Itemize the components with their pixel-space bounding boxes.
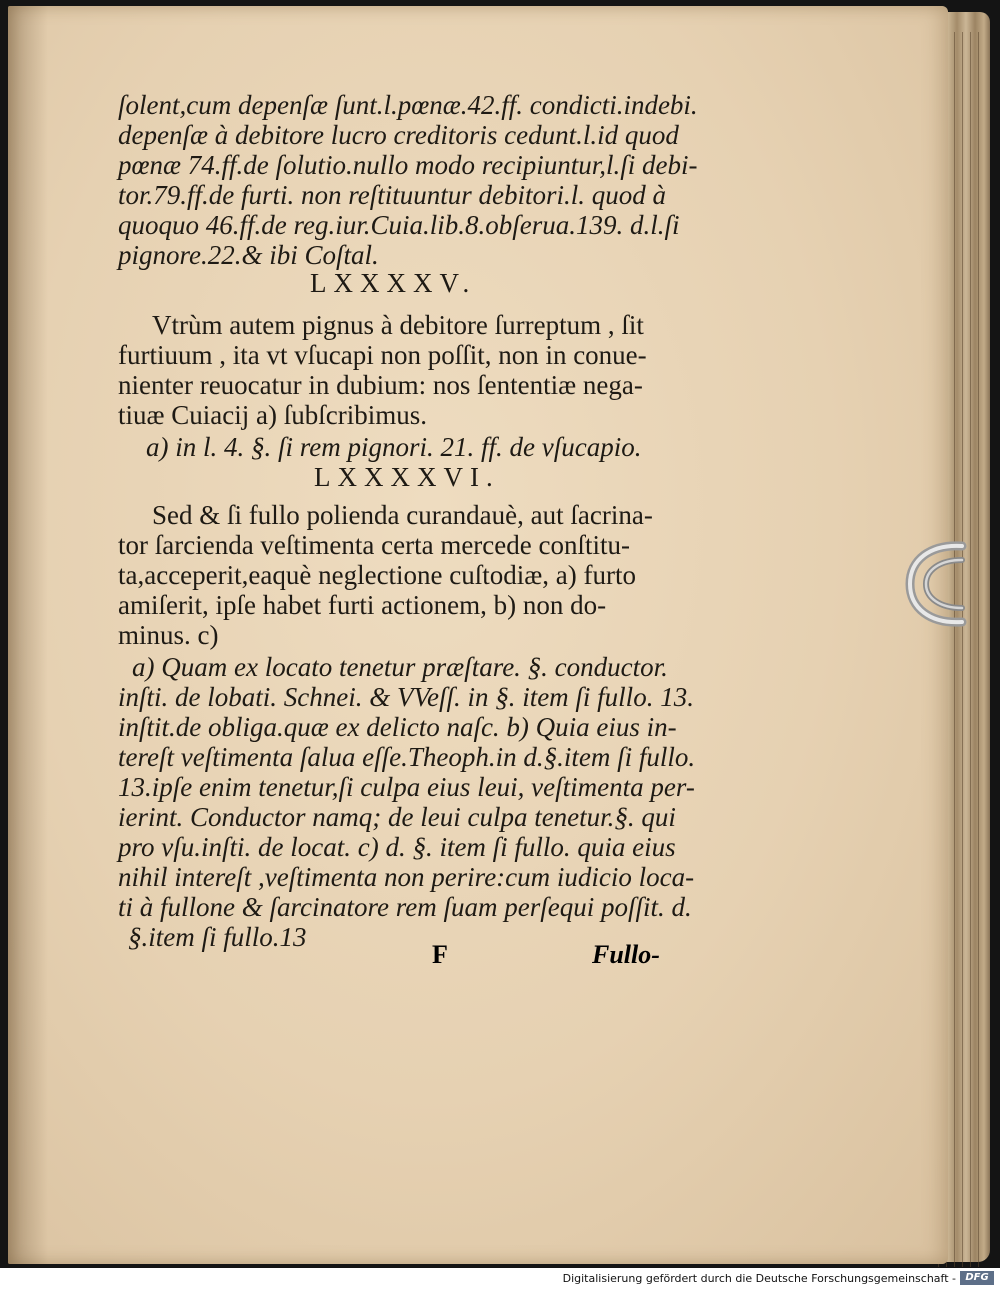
text-line: ta,acceperit,eaquè neglectione cuſtodiæ, a) furto bbox=[118, 560, 636, 590]
footnote-line: ti à fullone & ſarcinatore rem ſuam perſequi poſſit. d. bbox=[118, 892, 692, 922]
text-line: quoquo 46.ff.de reg.iur.Cuia.lib.8.obſerua.139. d.l.ſi bbox=[118, 210, 680, 240]
section-heading: LXXXXVI. bbox=[314, 462, 500, 492]
paper-clip-icon bbox=[902, 538, 984, 630]
text-line: pœnæ 74.ff.de ſolutio.nullo modo recipiuntur,l.ſi debi- bbox=[118, 150, 698, 180]
section-heading: LXXXXV. bbox=[310, 268, 477, 298]
text-line: Sed & ſi fullo polienda curandauè, aut ſacrina- bbox=[152, 500, 653, 530]
text-line: nienter reuocatur in dubium: nos ſententiæ nega- bbox=[118, 370, 643, 400]
text-line: pignore.22.& ibi Coſtal. bbox=[118, 240, 379, 270]
text-line: furtiuum , ita vt vſucapi non poſſit, non in conue- bbox=[118, 340, 647, 370]
text-line: ſolent,cum depenſæ ſunt.l.pœnæ.42.ff. condicti.indebi. bbox=[118, 90, 698, 120]
dfg-logo: DFG bbox=[960, 1271, 994, 1285]
signature-mark: F bbox=[432, 940, 448, 969]
gutter-shadow bbox=[8, 6, 48, 1264]
footnote-line: ierint. Conductor namq; de leui culpa tenetur.§. qui bbox=[118, 802, 676, 832]
footnote-line: pro vſu.inſti. de locat. c) d. §. item ſi fullo. quia eius bbox=[118, 832, 676, 862]
footnote-line: inſti. de lobati. Schnei. & VVeſſ. in §. item ſi fullo. 13. bbox=[118, 682, 694, 712]
footnote-line: §.item ſi fullo.13 bbox=[128, 922, 307, 952]
text-line: depenſæ à debitore lucro creditoris cedunt.l.id quod bbox=[118, 120, 679, 150]
footnote-line: a) Quam ex locato tenetur præſtare. §. conductor. bbox=[132, 652, 668, 682]
footnote-line: tereſt veſtimenta ſalua eſſe.Theoph.in d.§.item ſi fullo. bbox=[118, 742, 696, 772]
text-line: minus. c) bbox=[118, 620, 219, 650]
footnote-line: nihil intereſt ,veſtimenta non perire:cum iudicio loca- bbox=[118, 862, 695, 892]
footnote-line: a) in l. 4. §. ſi rem pignori. 21. ff. de vſucapio. bbox=[146, 432, 642, 462]
text-line: tor ſarcienda veſtimenta certa mercede conſtitu- bbox=[118, 530, 630, 560]
footer-credit: Digitalisierung gefördert durch die Deutsche Forschungsgemeinschaft - bbox=[562, 1272, 956, 1285]
catchword: Fullo- bbox=[592, 940, 660, 969]
footnote-line: inſtit.de obliga.quæ ex delicto naſc. b) Quia eius in- bbox=[118, 712, 677, 742]
text-line: tiuæ Cuiacij a) ſubſcribimus. bbox=[118, 400, 427, 430]
text-line: Vtrùm autem pignus à debitore ſurreptum , ſit bbox=[152, 310, 644, 340]
text-line: amiſerit, ipſe habet furti actionem, b) non do- bbox=[118, 590, 607, 620]
text-line: tor.79.ff.de furti. non reſtituuntur debitori.l. quod à bbox=[118, 180, 667, 210]
footnote-line: 13.ipſe enim tenetur,ſi culpa eius leui, veſtimenta per- bbox=[118, 772, 695, 802]
